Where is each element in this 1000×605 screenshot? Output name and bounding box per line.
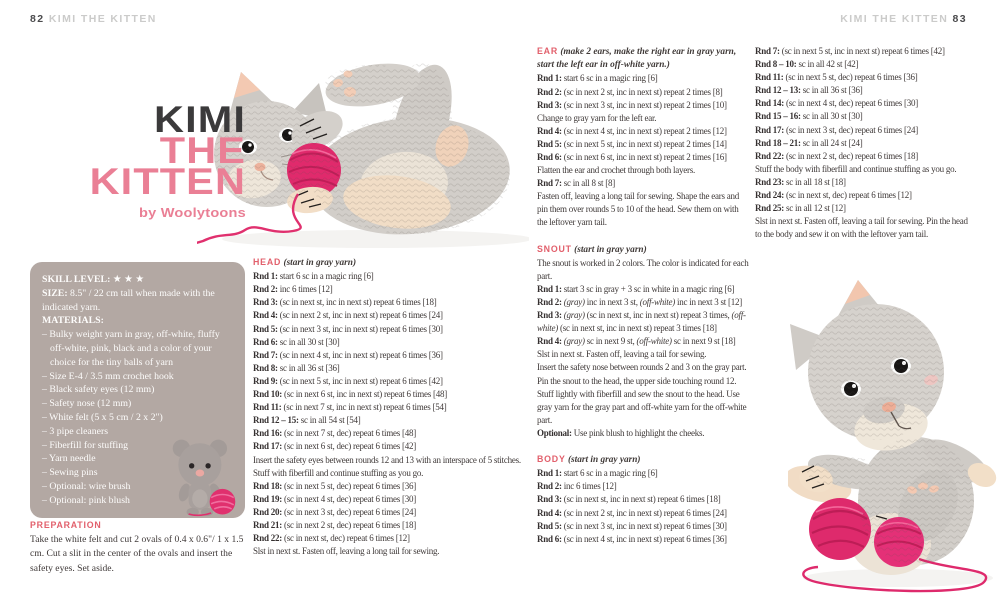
- info-line: SIZE: 8.5" / 22 cm tall when made with the indicated yarn.: [42, 287, 215, 313]
- pattern-line: Stuff the body with fiberfill and continue stuffing as you go.: [755, 163, 957, 174]
- pattern-line: Rnd 7: sc in all 8 st [8]: [537, 178, 616, 189]
- pattern-line: Rnd 4: (sc in next 2 st, inc in next st) repeat 6 times [24]: [537, 507, 727, 518]
- pattern-line: Take the white felt and cut 2 ovals of 0.4 x 0.6"/ 1 x 1.5 cm. Cut a slit in the center of the ovals and insert the safety eyes. Set aside.: [30, 534, 244, 574]
- pattern-line: Rnd 14: (sc in next 4 st, dec) repeat 6 times [30]: [755, 98, 918, 109]
- pattern-line: Rnd 7: (sc in next 5 st, inc in next st) repeat 6 times [42]: [755, 46, 945, 56]
- pattern-line: Rnd 5: (sc in next 3 st, inc in next st) repeat 6 times [30]: [253, 323, 443, 334]
- pattern-line: Rnd 2: (gray) inc in next 3 st, (off-white) inc in next 3 st [12]: [537, 297, 743, 308]
- material-item: – Bulky weight yarn in gray, off-white, fluffy off-white, pink, black and a color of your choice for the tiny balls of yarn: [42, 329, 220, 368]
- pattern-line: Rnd 17: (sc in next 6 st, dec) repeat 6 times [42]: [253, 441, 416, 452]
- pattern-line: Rnd 3: (sc in next st, inc in next st) repeat 6 times [18]: [537, 494, 721, 505]
- column-head: [253, 256, 525, 558]
- section-label: HEAD: [253, 257, 282, 267]
- pattern-line: Rnd 22: (sc in next st, dec) repeat 6 times [12]: [253, 533, 410, 544]
- pattern-line: Slst in next st. Fasten off, leaving a tail for sewing.: [537, 349, 707, 360]
- pattern-line: The snout is worked in 2 colors. The color is indicated for each part.: [537, 257, 749, 281]
- pattern-line: Rnd 1: start 3 sc in gray + 3 sc in white in a magic ring [6]: [537, 283, 735, 294]
- material-item: – Size E-4 / 3.5 mm crochet hook: [42, 370, 174, 382]
- running-head-right: [840, 13, 967, 25]
- page-number-left: 82: [30, 13, 45, 25]
- pattern-line: Rnd 16: (sc in next 7 st, dec) repeat 6 times [48]: [253, 428, 416, 439]
- pattern-line: Rnd 3: (sc in next st, inc in next st) repeat 6 times [18]: [253, 297, 437, 308]
- pattern-line: Rnd 21: (sc in next 2 st, dec) repeat 6 times [18]: [253, 519, 416, 530]
- cartoon-kitten-icon: [164, 433, 244, 519]
- page-number-right: 83: [952, 13, 967, 25]
- pattern-line: Insert the safety eyes between rounds 12 and 13 with an interspace of 5 stitches. Stuff with fiberfill and continue stuffing as you go.: [253, 454, 521, 478]
- pattern-line: Rnd 6: sc in all 30 st [30]: [253, 336, 340, 347]
- section-heading: [537, 45, 749, 72]
- pattern-line: Rnd 4: (sc in next 4 st, inc in next st) repeat 2 times [12]: [537, 125, 727, 136]
- pattern-line: Change to gray yarn for the left ear.: [537, 112, 657, 123]
- pattern-line: Fasten off, leaving a long tail for sewing. Shape the ears and pin them over rounds 5 to 10 of the head. Sew them on with the leftover yarn tail.: [537, 191, 740, 228]
- pattern-line: Rnd 5: (sc in next 3 st, inc in next st) repeat 6 times [30]: [537, 520, 727, 531]
- pattern-line: Rnd 19: (sc in next 4 st, dec) repeat 6 times [30]: [253, 493, 416, 504]
- material-item: – Optional: pink blush: [42, 494, 130, 506]
- pattern-line: Rnd 23: sc in all 18 st [18]: [755, 176, 846, 187]
- pattern-section: [755, 45, 973, 241]
- pattern-line: Rnd 17: (sc in next 3 st, dec) repeat 6 times [24]: [755, 124, 918, 135]
- pattern-line: Rnd 1: start 6 sc in a magic ring [6]: [537, 73, 658, 84]
- pattern-line: Rnd 12 – 15: sc in all 54 st [54]: [253, 415, 361, 426]
- pattern-line: Rnd 3: (sc in next 3 st, inc in next st) repeat 2 times [10]: [537, 99, 727, 110]
- pattern-line: Rnd 25: sc in all 12 st [12]: [755, 203, 846, 214]
- material-item: – Optional: wire brush: [42, 480, 131, 492]
- pattern-section: [537, 243, 749, 441]
- section-heading: [537, 453, 749, 467]
- pattern-section: [537, 453, 749, 546]
- kitten-photo-main: [197, 26, 529, 256]
- section-note: (start in gray yarn): [574, 244, 647, 255]
- kitten-photo-right: [788, 276, 1000, 605]
- material-item: – Sewing pins: [42, 467, 98, 479]
- pattern-line: Rnd 4: (gray) sc in next 9 st, (off-white) sc in next 9 st [18]: [537, 336, 736, 347]
- pattern-line: Slst in next st. Fasten off, leaving a long tail for sewing.: [253, 546, 440, 557]
- pattern-line: Rnd 9: (sc in next 5 st, inc in next st) repeat 6 times [42]: [253, 375, 443, 386]
- pattern-line: Flatten the ear and crochet through both layers.: [537, 165, 695, 176]
- material-item: – Safety nose (12 mm): [42, 398, 132, 410]
- pattern-line: Rnd 7: (sc in next 4 st, inc in next st) repeat 6 times [36]: [253, 349, 443, 360]
- pattern-line: Rnd 11: (sc in next 5 st, dec) repeat 6 times [36]: [755, 72, 918, 83]
- pattern-line: Rnd 12 – 13: sc in all 36 st [36]: [755, 85, 863, 96]
- pattern-line: Rnd 6: (sc in next 6 st, inc in next st) repeat 2 times [16]: [537, 151, 727, 162]
- pattern-line: Rnd 10: (sc in next 6 st, inc in next st) repeat 6 times [48]: [253, 389, 447, 400]
- title-word-2: THE: [159, 130, 246, 171]
- title-word-1: KIMI: [154, 99, 246, 140]
- section-note: (start in gray yarn): [567, 455, 641, 466]
- pattern-section: [253, 256, 525, 558]
- section-note: (start in gray yarn): [283, 258, 357, 268]
- pattern-line: Optional: Use pink blush to highlight the cheeks.: [537, 427, 705, 438]
- pattern-line: Rnd 8: sc in all 36 st [36]: [253, 362, 340, 373]
- running-title-left: KIMI THE KITTEN: [48, 13, 157, 25]
- column-body-continued: [755, 45, 973, 241]
- pattern-line: Rnd 2: inc 6 times [12]: [537, 481, 617, 492]
- pattern-line: Rnd 2: (sc in next 2 st, inc in next st) repeat 2 times [8]: [537, 86, 723, 97]
- pattern-line: Slst in next st. Fasten off, leaving a tail for sewing. Pin the head to the body and sew it on with the leftover yarn tail.: [755, 216, 968, 240]
- material-item: – Fiberfill for stuffing: [42, 439, 129, 451]
- info-box-intro: [42, 273, 233, 328]
- section-heading: [253, 256, 525, 270]
- material-item: – Black safety eyes (12 mm): [42, 384, 155, 396]
- pattern-line: Rnd 5: (sc in next 5 st, inc in next st) repeat 2 times [14]: [537, 138, 727, 149]
- pattern-line: Rnd 4: (sc in next 2 st, inc in next st) repeat 6 times [24]: [253, 310, 443, 321]
- pattern-line: Rnd 15 – 16: sc in all 30 st [30]: [755, 111, 863, 122]
- material-item: – White felt (5 x 5 cm / 2 x 2"): [42, 411, 163, 423]
- material-item: – 3 pipe cleaners: [42, 425, 109, 437]
- kitten-sitting-illustration: [788, 276, 1000, 605]
- column-ear-snout-body: [537, 45, 749, 546]
- pattern-line: Rnd 8 – 10: sc in all 42 st [42]: [755, 59, 859, 70]
- pattern-line: Rnd 6: (sc in next 4 st, inc in next st) repeat 6 times [36]: [537, 533, 727, 544]
- pattern-line: Rnd 24: (sc in next st, dec) repeat 6 times [12]: [755, 190, 912, 201]
- info-line: MATERIALS:: [42, 315, 104, 327]
- pattern-section: [537, 45, 749, 230]
- column-preparation: [30, 519, 254, 576]
- pattern-line: Rnd 3: (gray) (sc in next st, inc in next st) repeat 3 times, (off-white) (sc in next st, inc in next st) repeat 3 times [18]: [537, 310, 746, 334]
- section-label: EAR: [537, 46, 558, 56]
- section-label: PREPARATION: [30, 520, 102, 530]
- kitten-lying-illustration: [197, 26, 529, 256]
- title-word-3: KITTEN: [89, 161, 246, 202]
- pattern-line: Rnd 1: start 6 sc in a magic ring [6]: [253, 271, 374, 282]
- material-item: – Yarn needle: [42, 453, 96, 465]
- pattern-line: Rnd 18: (sc in next 5 st, dec) repeat 6 times [36]: [253, 480, 416, 491]
- info-box: [30, 262, 245, 518]
- pattern-line: Rnd 18 – 21: sc in all 24 st [24]: [755, 137, 863, 148]
- running-title-right: KIMI THE KITTEN: [840, 13, 949, 25]
- pattern-section: [30, 519, 254, 576]
- info-line: SKILL LEVEL: ★ ★ ★: [42, 274, 145, 285]
- section-heading: [537, 243, 749, 257]
- section-note: (make 2 ears, make the right ear in gray yarn, start the left ear in off-white yarn.): [537, 47, 737, 71]
- section-label: SNOUT: [537, 243, 572, 254]
- pattern-line: Rnd 22: (sc in next 2 st, dec) repeat 6 times [18]: [755, 150, 918, 161]
- pattern-line: Rnd 2: inc 6 times [12]: [253, 284, 333, 295]
- pattern-title: [0, 99, 246, 220]
- running-head-left: [30, 13, 157, 25]
- pattern-line: Insert the safety nose between rounds 2 and 3 on the gray part. Pin the snout to the head, the upper side touching round 12. Stuff lightly with fiberfill and sew the snout to the head. Use gray yarn for the gray part and off-white yarn for the off-white part.: [537, 362, 747, 425]
- pattern-line: Rnd 11: (sc in next 7 st, inc in next st) repeat 6 times [54]: [253, 402, 447, 413]
- section-heading: [30, 519, 254, 533]
- mascot-illustration: [164, 433, 244, 519]
- section-label: BODY: [537, 454, 566, 465]
- pattern-line: Rnd 1: start 6 sc in a magic ring [6]: [537, 468, 658, 479]
- pattern-line: Rnd 20: (sc in next 3 st, dec) repeat 6 times [24]: [253, 506, 416, 517]
- byline: by Woolytoons: [139, 205, 246, 220]
